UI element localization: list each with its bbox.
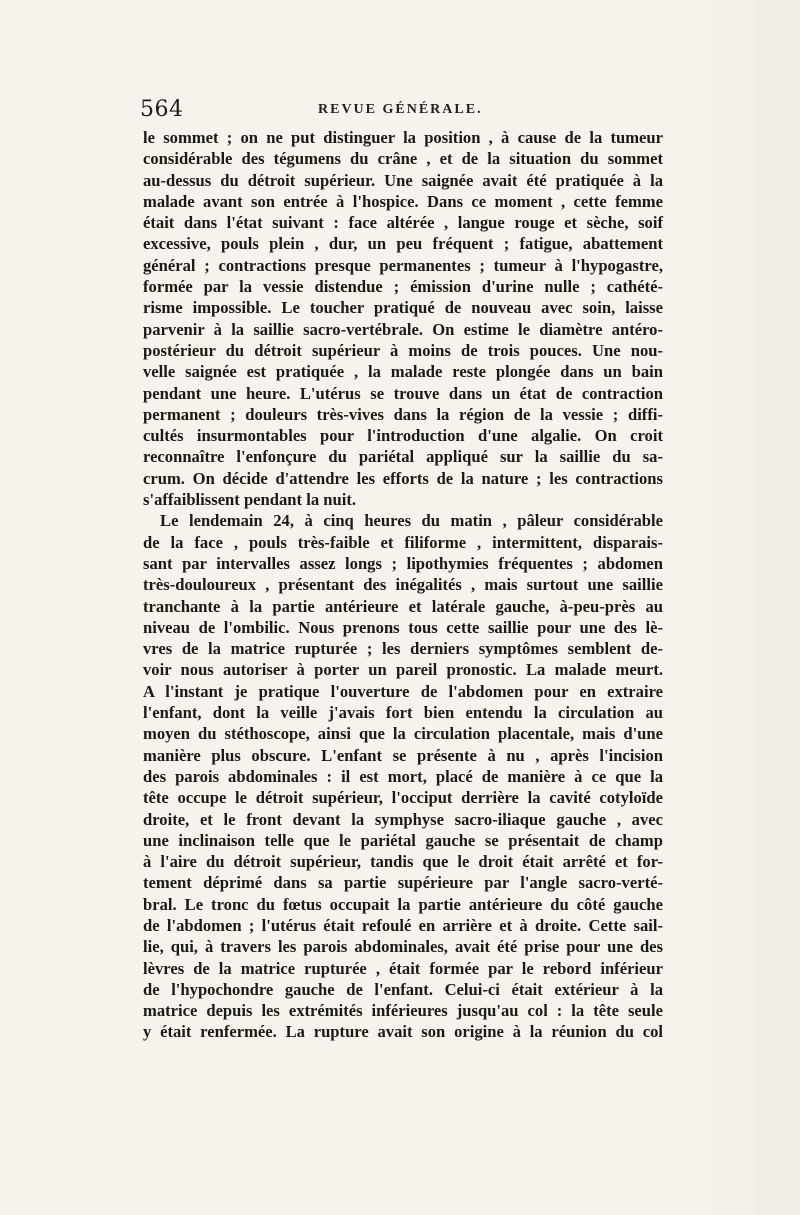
text-line: le sommet ; on ne put distinguer la position , à cause de la tumeur — [143, 128, 663, 147]
text-line: s'affaiblissent pendant la nuit. — [143, 490, 357, 510]
text-line: crum. On décide d'attendre les efforts de la nature ; les contractions — [143, 468, 663, 488]
text-line: l'enfant, dont la veille j'avais fort bien entendu la circulation au — [143, 703, 663, 723]
text-line: des parois abdominales : il est mort, placé de manière à ce que la — [143, 766, 663, 786]
text-line: droite, et le front devant la symphyse sacro-iliaque gauche , avec — [143, 809, 663, 829]
text-line: A l'instant je pratique l'ouverture de l'abdomen pour en extraire — [143, 681, 663, 701]
text-line: cultés insurmontables pour l'introduction d'une algalie. On croit — [143, 426, 663, 446]
text-line: de l'hypochondre gauche de l'enfant. Celui-ci était extérieur à la — [143, 979, 663, 999]
text-line: reconnaître l'enfonçure du pariétal appliqué sur la saillie du sa- — [143, 447, 663, 467]
text-line: moyen du stéthoscope, ainsi que la circulation placentale, mais d'une — [143, 724, 663, 744]
text-line: y était renfermée. La rupture avait son origine à la réunion du col — [143, 1022, 663, 1042]
text-line: tranchante à la partie antérieure et latérale gauche, à-peu-près au — [143, 596, 663, 616]
text-line: manière plus obscure. L'enfant se présente à nu , après l'incision — [143, 745, 663, 765]
text-line: était dans l'état suivant : face altérée , langue rouge et sèche, soif — [143, 213, 663, 233]
text-line: général ; contractions presque permanentes ; tumeur à l'hypogastre, — [143, 255, 663, 275]
text-line: sant par intervalles assez longs ; lipothymies fréquentes ; abdomen — [143, 553, 663, 573]
text-line: très-douloureux , présentant des inégalités , mais surtout une saillie — [143, 575, 663, 595]
text-line: postérieur du détroit supérieur à moins de trois pouces. Une nou- — [143, 340, 663, 360]
text-line: matrice depuis les extrémités inférieures jusqu'au col : la tête seule — [143, 1001, 663, 1021]
scan-edge-shadow — [680, 0, 800, 1215]
text-line: de l'abdomen ; l'utérus était refoulé en arrière et à droite. Cette sail- — [143, 915, 663, 935]
text-line: risme impossible. Le toucher pratiqué de nouveau avec soin, laisse — [143, 298, 663, 318]
text-line: lèvres de la matrice rupturée , était formée par le rebord inférieur — [143, 958, 663, 978]
text-line: Le lendemain 24, à cinq heures du matin , pâleur considérable — [160, 511, 663, 531]
running-head-title: REVUE GÉNÉRALE. — [318, 102, 483, 117]
page-number: 564 — [140, 97, 184, 122]
text-line: à l'aire du détroit supérieur, tandis que le droit était arrêté et for- — [143, 852, 663, 872]
text-line: pendant une heure. L'utérus se trouve dans un état de contraction — [143, 383, 663, 403]
text-line: lie, qui, à travers les parois abdominales, avait été prise pour une des — [143, 937, 663, 957]
text-line: considérable des tégumens du crâne , et de la situation du sommet — [143, 149, 663, 169]
text-line: une inclinaison telle que le pariétal gauche se présentait de champ — [143, 830, 663, 850]
text-line: velle saignée est pratiquée , la malade reste plongée dans un bain — [143, 362, 663, 382]
text-line: formée par la vessie distendue ; émission d'urine nulle ; cathété- — [143, 277, 663, 297]
text-line: voir nous autoriser à porter un pareil pronostic. La malade meurt. — [143, 660, 663, 680]
text-line: tement déprimé dans sa partie supérieure par l'angle sacro-verté- — [143, 873, 663, 893]
text-line: de la face , pouls très-faible et filiforme , intermittent, disparais- — [143, 532, 663, 552]
text-line: parvenir à la saillie sacro-vertébrale. On estime le diamètre antéro- — [143, 319, 663, 339]
text-line: vres de la matrice rupturée ; les derniers symptômes semblent de- — [143, 639, 663, 659]
text-line: tête occupe le détroit supérieur, l'occiput derrière la cavité cotyloïde — [143, 788, 663, 808]
text-line: au-dessus du détroit supérieur. Une saignée avait été pratiquée à la — [143, 170, 663, 190]
text-line: niveau de l'ombilic. Nous prenons tous cette saillie pour une des lè- — [143, 617, 663, 637]
text-line: bral. Le tronc du fœtus occupait la partie antérieure du côté gauche — [143, 894, 663, 914]
body-text — [143, 127, 663, 1043]
text-line: permanent ; douleurs très-vives dans la région de la vessie ; diffi- — [143, 404, 663, 424]
text-line: malade avant son entrée à l'hospice. Dans ce moment , cette femme — [143, 191, 663, 211]
text-line: excessive, pouls plein , dur, un peu fréquent ; fatigue, abattement — [143, 234, 663, 254]
